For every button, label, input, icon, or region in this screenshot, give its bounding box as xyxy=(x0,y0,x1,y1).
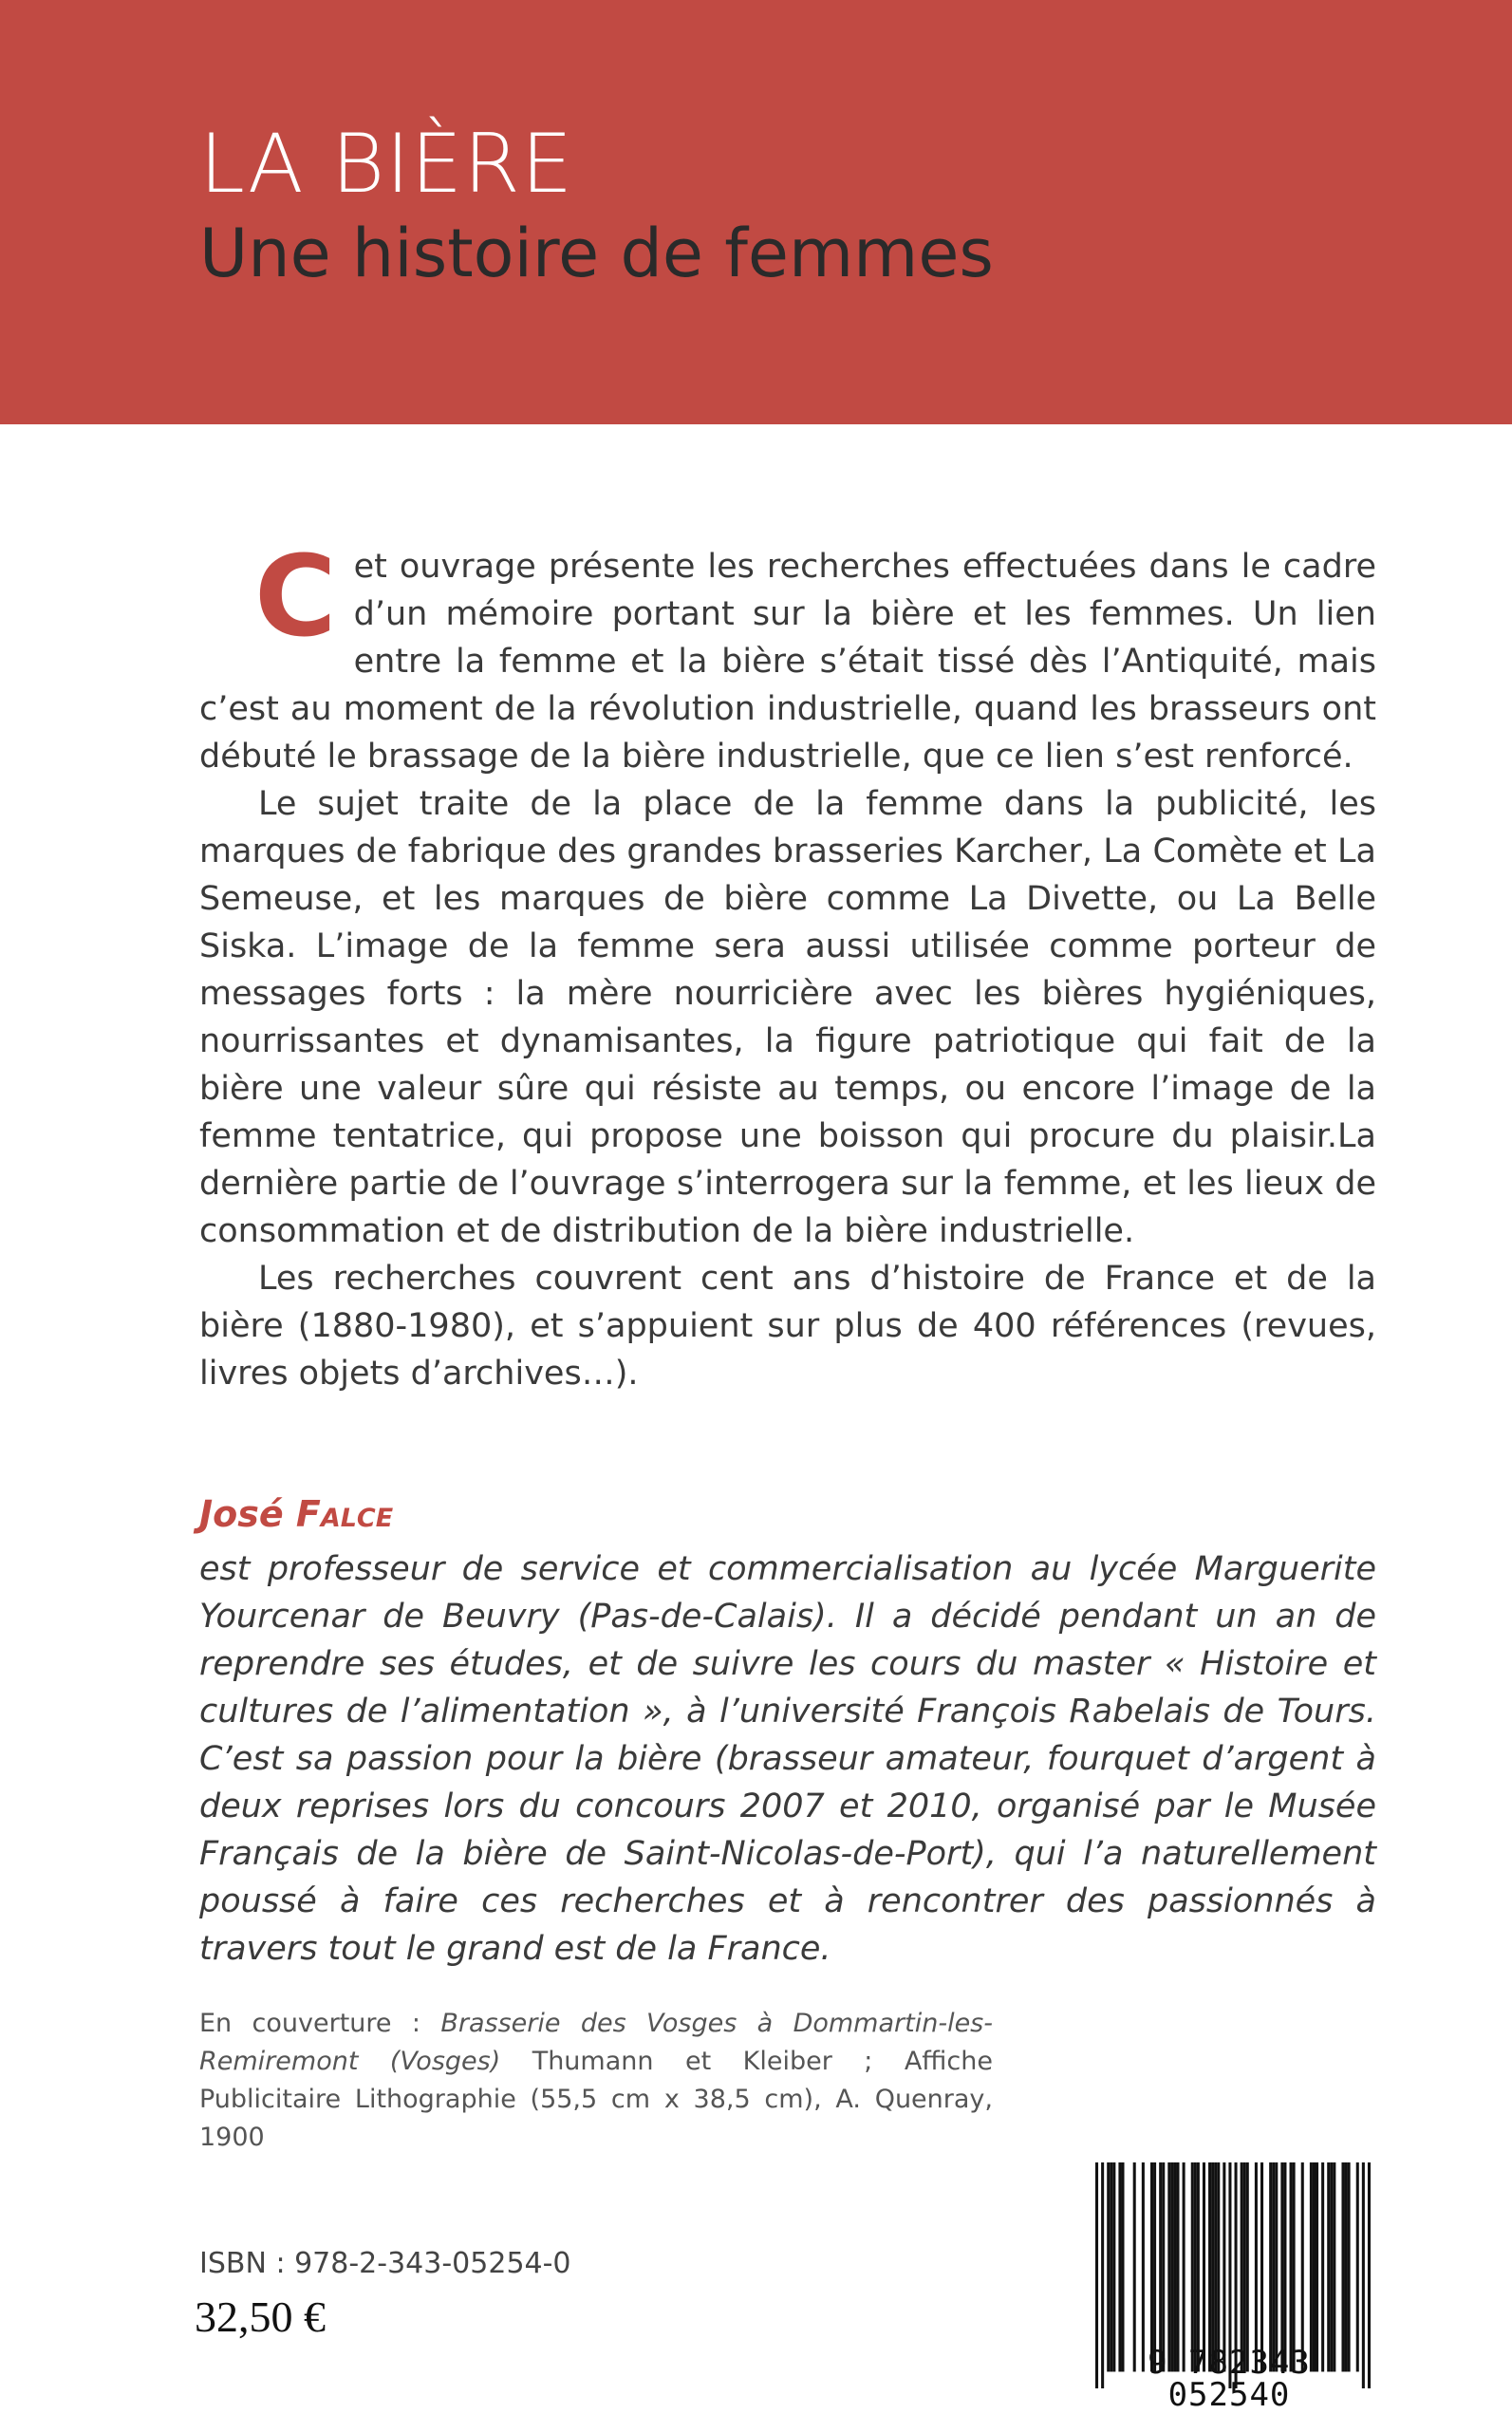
barcode-bar xyxy=(1272,2162,1275,2371)
isbn: ISBN : 978-2-343-05254-0 xyxy=(199,2247,571,2280)
barcode-bar xyxy=(1327,2162,1330,2371)
barcode-bar xyxy=(1173,2162,1176,2371)
author-last-name: Falce xyxy=(295,1493,394,1535)
summary-paragraph-1-text: et ouvrage présente les recherches effectuées dans le cadre d’un mémoire portant sur la bière et les femmes. Un lien entre la femme et la bière s’était tissé dès l’Antiquité, mais c’est au moment de la révolution industrielle, quand les brasseurs ont débuté le brassage de la bière industrielle, que ce lien s’est renforcé. xyxy=(199,548,1376,776)
barcode-bar xyxy=(1269,2162,1272,2371)
barcode-bar xyxy=(1162,2162,1165,2371)
barcode-bar xyxy=(1246,2162,1249,2371)
author-bio: est professeur de service et commercialisation au lycée Marguerite Yourcenar de Beuvry (Pas-de-Calais). Il a décidé pendant un an de reprendre ses études, et de suivre les cours du master « Histoire et cultures de l’alimentation », à l’université François Rabelais de Tours. C’est sa passion pour la bière (brasseur amateur, fourquet d’argent à deux reprises lors du concours 2007 et 2010, organisé par le Musée Français de la bière de Saint-Nicolas-de-Port), qui l’a naturellement poussé à faire ces recherches et à rencontrer des passionnés à travers tout le grand est de la France. xyxy=(199,1550,1376,1968)
barcode-bar xyxy=(1255,2162,1258,2371)
barcode-bar xyxy=(1133,2162,1136,2371)
barcode-bar xyxy=(1112,2162,1115,2371)
barcode-bar xyxy=(1214,2162,1217,2371)
barcode-bar xyxy=(1348,2162,1351,2371)
price: 32,50 € xyxy=(195,2292,326,2341)
barcode-bar xyxy=(1142,2162,1145,2371)
barcode-bar xyxy=(1283,2162,1286,2371)
summary-paragraph-3: Les recherches couvrent cent ans d’histoire de France et de la bière (1880-1980), et s’appuient sur plus de 400 références (revues, livres objets d’archives…). xyxy=(199,1260,1376,1393)
author-name xyxy=(199,1493,394,1535)
cover-credit-prefix: En couverture : xyxy=(199,2009,441,2038)
barcode-bar xyxy=(1333,2162,1335,2371)
barcode-bar xyxy=(1107,2162,1110,2371)
barcode-bar xyxy=(1293,2162,1296,2371)
barcode-bar xyxy=(1313,2162,1316,2371)
barcode-bar xyxy=(1167,2162,1170,2371)
barcode-bar xyxy=(1341,2162,1344,2371)
cover-credit xyxy=(199,2005,993,2157)
barcode-bar xyxy=(1316,2162,1318,2371)
barcode-bar xyxy=(1241,2162,1243,2371)
barcode-bar xyxy=(1290,2162,1293,2371)
barcode-bar xyxy=(1118,2162,1121,2371)
barcode-bar xyxy=(1170,2162,1173,2371)
summary-paragraph-1 xyxy=(199,531,1376,780)
author-first-name: José xyxy=(199,1493,296,1535)
cover-credit-work: Brasserie des Vosges à Dommartin-les-Remiremont (Vosges) xyxy=(199,2009,993,2076)
barcode-bar xyxy=(1153,2162,1156,2371)
barcode-bar xyxy=(1176,2162,1179,2371)
barcode-bar xyxy=(1121,2162,1124,2371)
book-subtitle: Une histoire de femmes xyxy=(199,215,994,292)
barcode-bar xyxy=(1208,2162,1211,2371)
header-band xyxy=(0,0,1512,424)
barcode-bar xyxy=(1243,2162,1246,2371)
barcode-bar xyxy=(1211,2162,1214,2371)
barcode-bar xyxy=(1223,2162,1225,2371)
barcode-bar xyxy=(1280,2162,1283,2371)
book-summary xyxy=(199,531,1376,1397)
summary-paragraph-2: Le sujet traite de la place de la femme dans la publicité, les marques de fabrique des grandes brasseries Karcher, La Comète et La Semeuse, et les marques de bière comme La Divette, ou La Belle Siska. L’image de la femme sera aussi utilisée comme porteur de messages forts : la mère nourricière avec les bières hygiéniques, nourrissantes et dynamisantes, la figure patriotique qui fait de la bière une valeur sûre qui résiste au temps, ou encore l’image de la femme tentatrice, qui propose une boisson qui procure du plaisir.La dernière partie de l’ouvrage s’interrogera sur la femme, et les lieux de consommation et de distribution de la bière industrielle. xyxy=(199,785,1376,1250)
barcode-bar xyxy=(1310,2162,1313,2371)
barcode-digits: 9 782343 052540 xyxy=(1148,2344,1311,2414)
barcode-bar xyxy=(1197,2162,1200,2371)
drop-cap: C xyxy=(254,531,337,662)
barcode-bar xyxy=(1330,2162,1333,2371)
barcode-bar xyxy=(1345,2162,1348,2371)
barcode-bar xyxy=(1321,2162,1324,2371)
cover-credit-details: Thumann et Kleiber ; Affiche Publicitaire Lithographie (55,5 cm x 38,5 cm), A. Quenray, 1900 xyxy=(199,2047,993,2152)
barcode-bar xyxy=(1275,2162,1278,2371)
barcode-bar xyxy=(1260,2162,1263,2371)
barcode-bar xyxy=(1159,2162,1162,2371)
barcode-bar xyxy=(1191,2162,1194,2371)
barcode-bar xyxy=(1203,2162,1205,2371)
barcode-bar xyxy=(1150,2162,1153,2371)
barcode-bar xyxy=(1356,2162,1359,2371)
barcode-bar xyxy=(1194,2162,1197,2371)
barcode-bar xyxy=(1217,2162,1220,2371)
book-title: LA BIÈRE xyxy=(199,117,574,212)
barcode-bar xyxy=(1301,2162,1304,2371)
barcode-bar xyxy=(1183,2162,1185,2371)
barcode-bar xyxy=(1110,2162,1112,2371)
